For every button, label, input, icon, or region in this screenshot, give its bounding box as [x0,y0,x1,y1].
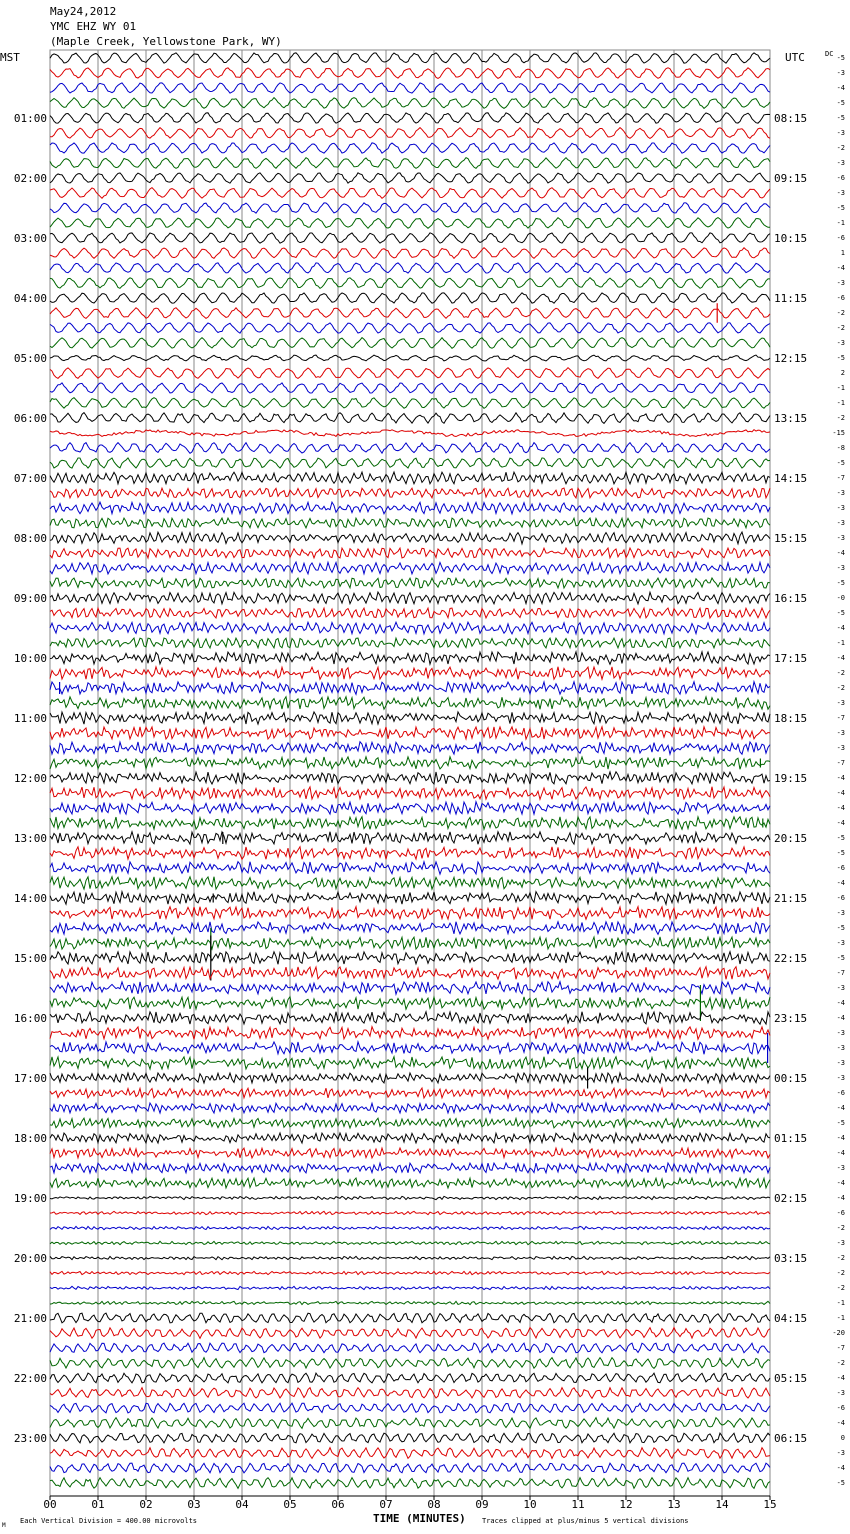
trace-line [50,1178,770,1188]
x-tick-label: 01 [91,1498,105,1511]
dc-offset-label: -2 [836,414,845,422]
dc-offset-label: -2 [836,1359,845,1367]
dc-offset-label: -7 [836,759,845,767]
dc-offset-label: -6 [836,174,845,182]
dc-offset-label: -6 [836,864,845,872]
mst-hour-label: 13:00 [13,832,47,845]
mst-hour-label: 17:00 [13,1072,47,1085]
utc-hour-label: 16:15 [774,592,808,605]
trace-line [50,1073,770,1083]
trace-line [50,203,770,213]
right-timezone: UTC [785,51,805,64]
trace-line [50,682,770,695]
dc-offset-label: -0 [836,594,845,602]
trace-line [50,1133,770,1143]
trace-line [50,578,770,588]
dc-offset-label: -5 [836,204,845,212]
mst-hour-label: 22:00 [13,1372,47,1385]
trace-line [50,652,770,664]
trace-line [50,338,770,349]
trace-line [50,847,770,860]
dc-offset-label: -3 [836,129,845,137]
dc-offset-label: -3 [836,189,845,197]
mst-hour-label: 16:00 [13,1012,47,1025]
dc-offset-label: -4 [836,1104,845,1112]
trace-line [50,83,770,93]
trace-line [50,293,770,303]
dc-offset-label: -6 [836,234,845,242]
utc-hour-label: 11:15 [774,292,808,305]
trace-line [50,278,770,289]
trace-line [50,532,770,544]
x-tick-label: 08 [427,1498,441,1511]
utc-hour-label: 02:15 [774,1192,808,1205]
utc-hour-label: 20:15 [774,832,808,845]
trace-line [50,53,770,63]
utc-hour-label: 08:15 [774,112,808,125]
x-tick-label: 11 [571,1498,585,1511]
utc-hour-label: 12:15 [774,352,808,365]
trace-line [50,892,770,905]
trace-line [50,368,770,379]
x-tick-label: 04 [235,1498,249,1511]
trace-line [50,173,770,183]
trace-line [50,518,770,528]
dc-offset-label: -5 [836,609,845,617]
dc-offset-label: -2 [836,1224,845,1232]
dc-offset-label: -7 [836,474,845,482]
trace-line [50,1211,770,1214]
trace-line [50,802,770,814]
dc-offset-label: -4 [836,1179,845,1187]
dc-offset-label: -3 [836,909,845,917]
x-tick-label: 00 [43,1498,57,1511]
dc-offset-label: -1 [836,639,845,647]
trace-line [50,263,770,273]
dc-offset-label: -3 [836,519,845,527]
x-tick-label: 12 [619,1498,633,1511]
trace-line [50,158,770,169]
trace-line [50,413,770,424]
dc-offset-label: -3 [836,504,845,512]
trace-line [50,1343,770,1353]
trace-line [50,472,770,484]
trace-line [50,1388,770,1399]
trace-line [50,772,770,784]
dc-offset-label: -4 [836,84,845,92]
mst-hour-label: 08:00 [13,532,47,545]
trace-line [50,1478,770,1489]
mst-hour-labels [14,112,47,1445]
dc-offset-label: -4 [836,1374,845,1382]
trace-line [50,907,770,920]
dc-offset-label: 1 [840,249,845,257]
mst-hour-label: 05:00 [13,352,47,365]
dc-offset-label: -2 [836,309,845,317]
trace-line [50,398,770,409]
dc-offset-label: -4 [836,549,845,557]
trace-line [50,592,770,604]
utc-hour-label: 06:15 [774,1432,808,1445]
trace-line [50,1286,770,1289]
dc-offset-label: -3 [836,729,845,737]
dc-offset-label: -2 [836,669,845,677]
dc-offset-label: -20 [832,1329,845,1337]
trace-line [50,727,770,739]
mst-hour-label: 11:00 [13,712,47,725]
trace-line [50,757,770,770]
dc-offset-label: -5 [836,924,845,932]
x-tick-label: 03 [187,1498,201,1511]
trace-line [50,1226,770,1229]
utc-hour-labels [774,112,807,1445]
utc-hour-label: 05:15 [774,1372,808,1385]
x-axis-title: TIME (MINUTES) [373,1512,466,1525]
utc-hour-label: 01:15 [774,1132,808,1145]
trace-line [50,638,770,648]
dc-offset-label: -4 [836,879,845,887]
dc-offset-label: -3 [836,699,845,707]
mst-hour-label: 04:00 [13,292,47,305]
dc-offset-label: -5 [836,99,845,107]
dc-offset-label: -3 [836,339,845,347]
trace-line [50,712,770,724]
dc-offset-label: -1 [836,1299,845,1307]
footer-scale-note: Each Vertical Division = 400.00 microvolts [20,1517,198,1525]
dc-offset-label: -1 [836,1314,845,1322]
utc-hour-label: 14:15 [774,472,808,485]
trace-line [50,742,770,754]
dc-offset-label: -3 [836,159,845,167]
x-tick-label: 13 [667,1498,681,1511]
dc-offset-label: -3 [836,1389,845,1397]
trace-line [50,1118,770,1128]
dc-offset-label: -2 [836,324,845,332]
x-tick-label: 07 [379,1498,393,1511]
seismic-traces [50,53,770,1489]
trace-line [50,1418,770,1429]
mst-hour-label: 15:00 [13,952,47,965]
dc-offset-label: -4 [836,819,845,827]
trace-line [50,1403,770,1413]
dc-offset-label: -3 [836,1059,845,1067]
dc-offset-label: -3 [836,939,845,947]
x-tick-label: 15 [763,1498,777,1511]
trace-line [50,443,770,454]
trace-line [50,1088,770,1098]
dc-offset-label: -3 [836,69,845,77]
trace-line [50,1196,770,1199]
trace-line [50,233,770,243]
dc-offset-label: -2 [836,684,845,692]
trace-line [50,952,770,965]
dc-offset-label: -3 [836,279,845,287]
trace-line [50,383,770,393]
dc-offset-label: -3 [836,564,845,572]
utc-hour-label: 03:15 [774,1252,808,1265]
mst-hour-label: 14:00 [13,892,47,905]
x-tick-label: 02 [139,1498,153,1511]
trace-line [50,622,770,634]
utc-hour-label: 21:15 [774,892,808,905]
mst-hour-label: 23:00 [13,1432,47,1445]
utc-hour-label: 17:15 [774,652,808,665]
trace-line [50,1057,770,1070]
x-tick-label: 10 [523,1498,537,1511]
dc-offset-label: -4 [836,1464,845,1472]
dc-offset-label: -5 [836,54,845,62]
utc-hour-label: 19:15 [774,772,808,785]
dc-offset-label: -1 [836,399,845,407]
header-date: May24,2012 [50,5,117,18]
mst-hour-label: 02:00 [13,172,47,185]
dc-offset-label: -1 [836,384,845,392]
dc-offset-label: -1 [836,219,845,227]
dc-label: DC [825,50,834,58]
dc-offset-label: -6 [836,294,845,302]
dc-offset-label: -3 [836,1074,845,1082]
dc-offset-label: -5 [836,579,845,587]
utc-hour-label: 23:15 [774,1012,808,1025]
trace-line [50,1163,770,1173]
dc-offset-label: 0 [840,1434,845,1442]
dc-offset-label: -4 [836,999,845,1007]
trace-line [50,1373,770,1383]
utc-hour-label: 04:15 [774,1312,808,1325]
trace-line [50,458,770,468]
dc-offset-label: -7 [836,714,845,722]
dc-offset-label: -4 [836,789,845,797]
trace-line [50,430,770,437]
trace-line [50,877,770,889]
dc-offset-label: -7 [836,1344,845,1352]
dc-offset-label: -3 [836,1449,845,1457]
dc-offset-label: -5 [836,354,845,362]
mst-hour-label: 06:00 [13,412,47,425]
trace-line [50,113,770,123]
header-station: YMC EHZ WY 01 [50,20,137,33]
dc-offset-label: -2 [836,1284,845,1292]
trace-line [50,922,770,935]
footer-clip-note: Traces clipped at plus/minus 5 vertical divisions [482,1517,689,1525]
dc-offset-label: -7 [836,969,845,977]
trace-line [50,562,770,574]
trace-line [50,697,770,710]
trace-line [50,143,770,153]
trace-line [50,1358,770,1369]
dc-offset-label: -2 [836,1269,845,1277]
trace-line [50,787,770,800]
trace-line [50,1103,770,1113]
dc-offset-label: -4 [836,654,845,662]
footer-corner-mark: M [2,1522,6,1529]
dc-offset-label: -4 [836,1419,845,1427]
utc-hour-label: 10:15 [774,232,808,245]
trace-line [50,98,770,109]
mst-hour-label: 10:00 [13,652,47,665]
dc-offset-label: -5 [836,459,845,467]
trace-line [50,128,770,139]
x-tick-label: 14 [715,1498,729,1511]
dc-offset-label: -3 [836,1044,845,1052]
trace-line [50,488,770,498]
header-location: (Maple Creek, Yellowstone Park, WY) [50,35,282,48]
trace-line [50,997,770,1009]
dc-offset-label: -5 [836,849,845,857]
mst-hour-label: 03:00 [13,232,47,245]
trace-line [50,188,770,199]
x-tick-label: 05 [283,1498,297,1511]
dc-offset-label: -3 [836,984,845,992]
trace-line [50,937,770,949]
trace-line [50,1012,770,1025]
trace-line [50,1463,770,1473]
mst-hour-label: 01:00 [13,112,47,125]
dc-offset-label: -3 [836,1164,845,1172]
dc-offset-label: -4 [836,774,845,782]
trace-line [50,1042,770,1054]
trace-line [50,1301,770,1304]
trace-line [50,1448,770,1459]
dc-offset-labels [832,54,845,1487]
mst-hour-label: 20:00 [13,1252,47,1265]
dc-offset-label: -4 [836,804,845,812]
mst-hour-label: 19:00 [13,1192,47,1205]
trace-line [50,1027,770,1040]
dc-offset-label: -4 [836,1134,845,1142]
dc-offset-label: -15 [832,429,845,437]
dc-offset-label: -5 [836,114,845,122]
trace-line [50,817,770,830]
utc-hour-label: 00:15 [774,1072,808,1085]
utc-hour-label: 13:15 [774,412,808,425]
mst-hour-label: 09:00 [13,592,47,605]
dc-offset-label: -3 [836,1239,845,1247]
trace-line [50,608,770,618]
trace-line [50,832,770,845]
dc-offset-label: -5 [836,954,845,962]
dc-offset-label: -3 [836,489,845,497]
trace-line [50,248,770,259]
dc-offset-label: -4 [836,1014,845,1022]
dc-offset-label: -6 [836,1209,845,1217]
dc-offset-label: -5 [836,834,845,842]
trace-line [50,68,770,79]
mst-hour-label: 18:00 [13,1132,47,1145]
trace-line [50,967,770,980]
dc-offset-label: -4 [836,624,845,632]
dc-offset-label: -6 [836,1089,845,1097]
mst-hour-label: 12:00 [13,772,47,785]
trace-line [50,982,770,994]
trace-line [50,667,770,680]
dc-offset-label: -4 [836,1194,845,1202]
dc-offset-label: -4 [836,264,845,272]
trace-line [50,1433,770,1443]
dc-offset-label: -6 [836,1404,845,1412]
utc-hour-label: 22:15 [774,952,808,965]
mst-hour-label: 07:00 [13,472,47,485]
dc-offset-label: -5 [836,1119,845,1127]
utc-hour-label: 18:15 [774,712,808,725]
trace-line [50,323,770,333]
dc-offset-label: -6 [836,894,845,902]
dc-offset-label: 2 [840,369,845,377]
trace-line [50,308,770,319]
dc-offset-label: -5 [836,1479,845,1487]
time-axis [43,1496,776,1511]
dc-offset-label: -3 [836,744,845,752]
x-tick-label: 06 [331,1498,345,1511]
left-timezone: MST [0,51,20,64]
dc-offset-label: -2 [836,144,845,152]
trace-line [50,355,770,361]
trace-line [50,218,770,229]
trace-line [50,502,770,514]
dc-offset-label: -3 [836,1029,845,1037]
dc-offset-label: -2 [836,1254,845,1262]
trace-line [50,548,770,558]
trace-line [50,1241,770,1244]
trace-line [50,1148,770,1158]
dc-offset-label: -3 [836,534,845,542]
trace-line [50,862,770,874]
trace-line [50,1313,770,1323]
dc-offset-label: -8 [836,444,845,452]
trace-line [50,1271,770,1274]
trace-line [50,1256,770,1259]
dc-offset-label: -4 [836,1149,845,1157]
trace-line [50,1328,770,1339]
x-tick-label: 09 [475,1498,489,1511]
utc-hour-label: 15:15 [774,532,808,545]
mst-hour-label: 21:00 [13,1312,47,1325]
utc-hour-label: 09:15 [774,172,808,185]
